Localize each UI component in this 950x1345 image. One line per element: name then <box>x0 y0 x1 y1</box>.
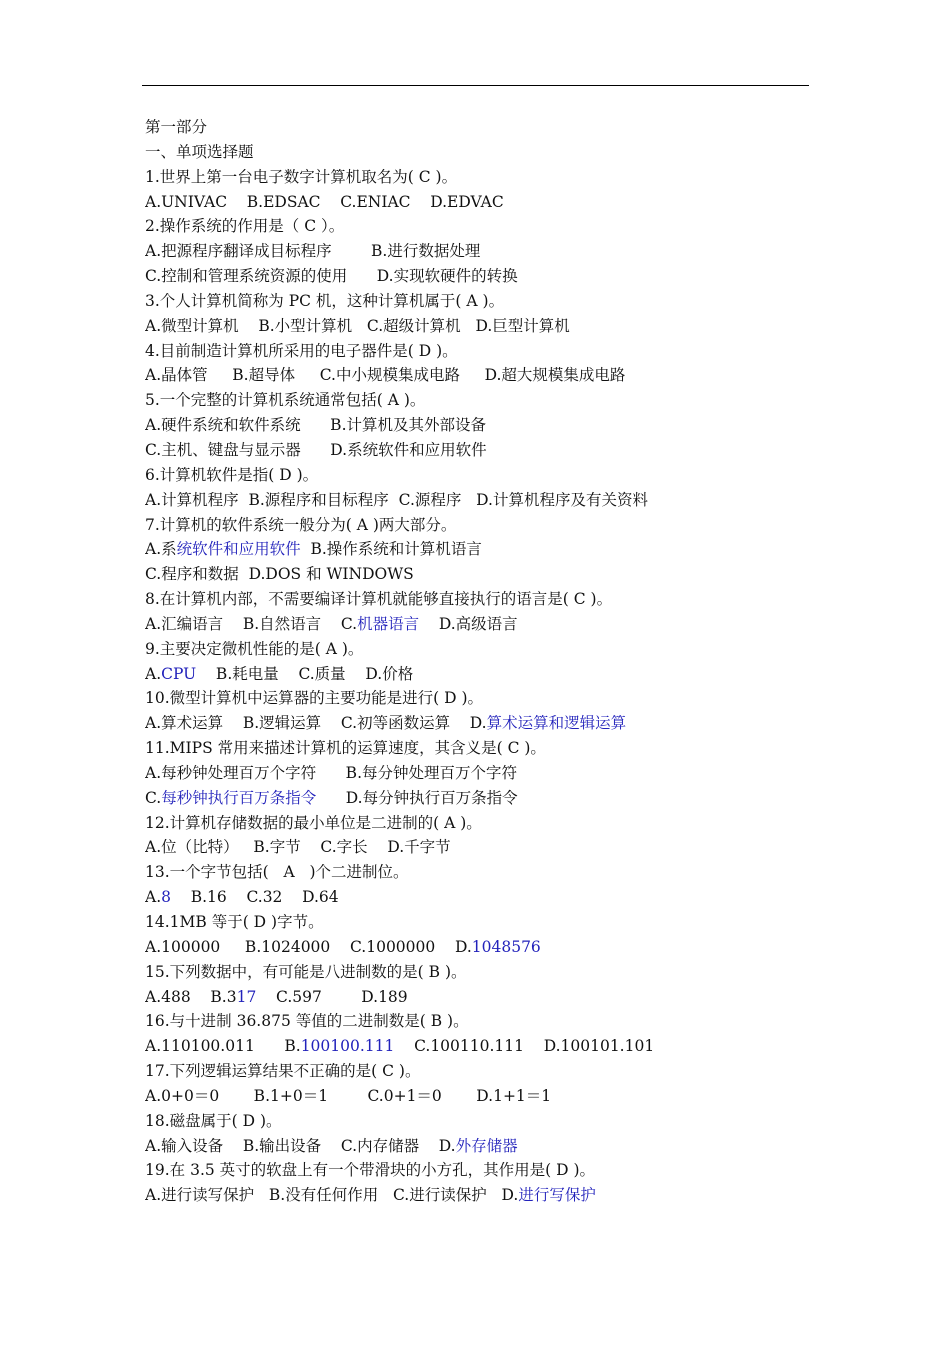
question-line <box>145 513 825 538</box>
text-segment: D.高级语言 <box>419 614 518 633</box>
text-segment: A.系 <box>145 540 177 559</box>
question-line <box>145 1158 825 1183</box>
question-line <box>145 388 825 413</box>
text-segment: 14.1MB 等于( D )字节。 <box>145 913 324 931</box>
text-segment: 15.下列数据中，有可能是八进制数的是( B )。 <box>145 962 467 981</box>
answer-options-line <box>145 612 825 637</box>
question-line <box>145 339 825 364</box>
document-body <box>145 115 825 1208</box>
text-segment: A.汇编语言 B.自然语言 C. <box>145 614 358 633</box>
highlighted-text: 1048576 <box>471 937 541 956</box>
highlighted-text: 17 <box>236 987 257 1006</box>
answer-options-line <box>145 190 825 215</box>
text-segment: D.每分钟执行百万条指令 <box>316 788 518 807</box>
answer-options-line <box>145 488 825 513</box>
text-segment: C.控制和管理系统资源的使用 D.实现软硬件的转换 <box>145 267 518 286</box>
answer-options-line <box>145 1134 825 1159</box>
text-segment: A.晶体管 B.超导体 C.中小规模集成电路 D.超大规模集成电路 <box>145 366 626 385</box>
question-line <box>145 1109 825 1134</box>
answer-options-line <box>145 438 825 463</box>
text-segment: C.主机、键盘与显示器 D.系统软件和应用软件 <box>145 440 487 459</box>
question-list <box>145 165 825 1208</box>
answer-options-line <box>145 885 825 910</box>
question-line <box>145 860 825 885</box>
text-segment: 5.一个完整的计算机系统通常包括( A )。 <box>145 391 426 410</box>
answer-options-line <box>145 1084 825 1109</box>
text-segment: 19.在 3.5 英寸的软盘上有一个带滑块的小方孔，其作用是( D )。 <box>145 1161 596 1180</box>
answer-options-line <box>145 761 825 786</box>
answer-options-line <box>145 985 825 1010</box>
text-segment: A.计算机程序 B.源程序和目标程序 C.源程序 D.计算机程序及有关资料 <box>145 490 648 509</box>
question-line <box>145 686 825 711</box>
answer-options-line <box>145 711 825 736</box>
highlighted-text: 算术运算和逻辑运算 <box>486 714 627 733</box>
answer-options-line <box>145 1034 825 1059</box>
question-line <box>145 910 825 935</box>
subsection-title: 一、单项选择题 <box>145 142 254 161</box>
text-segment: A.0+0＝0 B.1+0＝1 C.0+1＝0 D.1+1＝1 <box>145 1086 552 1105</box>
text-segment: A.微型计算机 B.小型计算机 C.超级计算机 D.巨型计算机 <box>145 316 570 335</box>
answer-options-line <box>145 562 825 587</box>
text-segment: A.把源程序翻译成目标程序 B.进行数据处理 <box>145 242 481 261</box>
answer-options-line <box>145 935 825 960</box>
text-segment: A.输入设备 B.输出设备 C.内存储器 D. <box>145 1136 456 1155</box>
header-rule <box>142 85 809 86</box>
text-segment: C.597 D.189 <box>256 987 408 1006</box>
text-segment: 10.微型计算机中运算器的主要功能是进行( D )。 <box>145 689 484 708</box>
highlighted-text: 外存储器 <box>455 1136 518 1155</box>
highlighted-text: 8 <box>161 888 171 907</box>
question-line <box>145 1009 825 1034</box>
answer-options-line <box>145 314 825 339</box>
text-segment: 16.与十进制 36.875 等值的二进制数是( B )。 <box>145 1012 469 1031</box>
text-segment: 9.主要决定微机性能的是( A )。 <box>145 639 364 658</box>
question-line <box>145 637 825 662</box>
highlighted-text: 进行写保护 <box>518 1186 596 1205</box>
question-line <box>145 463 825 488</box>
answer-options-line <box>145 786 825 811</box>
answer-options-line <box>145 264 825 289</box>
text-segment: A.位（比特） B.字节 C.字长 D.千字节 <box>145 838 451 857</box>
text-segment: 13.一个字节包括( A )个二进制位。 <box>145 863 409 882</box>
text-segment: A.100000 B.1024000 C.1000000 D. <box>145 937 472 956</box>
text-segment: 6.计算机软件是指( D )。 <box>145 465 319 484</box>
question-line <box>145 1059 825 1084</box>
text-segment: A.每秒钟处理百万个字符 B.每分钟处理百万个字符 <box>145 763 518 782</box>
text-segment: 18.磁盘属于( D )。 <box>145 1111 282 1130</box>
text-segment: 1.世界上第一台电子数字计算机取名为( C )。 <box>145 167 458 186</box>
text-segment: B.耗电量 C.质量 D.价格 <box>196 664 414 683</box>
text-segment: C.100110.111 D.100101.101 <box>394 1037 655 1056</box>
highlighted-text: 每秒钟执行百万条指令 <box>161 788 317 807</box>
answer-options-line <box>145 662 825 687</box>
text-segment: 17.下列逻辑运算结果不正确的是( C )。 <box>145 1062 421 1081</box>
text-segment: 8.在计算机内部，不需要编译计算机就能够直接执行的语言是( C )。 <box>145 590 613 609</box>
text-segment: 7.计算机的软件系统一般分为( A )两大部分。 <box>145 515 457 534</box>
question-line <box>145 165 825 190</box>
answer-options-line <box>145 537 825 562</box>
text-segment: 3.个人计算机简称为 PC 机，这种计算机属于( A )。 <box>145 291 505 310</box>
text-segment: 2.操作系统的作用是（ C ）。 <box>145 217 345 236</box>
answer-options-line <box>145 1183 825 1208</box>
text-segment: 11.MIPS 常用来描述计算机的运算速度，其含义是( C )。 <box>145 739 546 758</box>
answer-options-line <box>145 239 825 264</box>
question-line <box>145 960 825 985</box>
question-line <box>145 587 825 612</box>
highlighted-text: 统软件和应用软件 <box>176 540 301 559</box>
question-line <box>145 289 825 314</box>
section-title: 第一部分 <box>145 118 208 136</box>
answer-options-line <box>145 363 825 388</box>
text-segment: C.程序和数据 D.DOS 和 WINDOWS <box>145 565 414 584</box>
text-segment: A.488 B.3 <box>145 987 237 1006</box>
text-segment: B.操作系统和计算机语言 <box>300 540 482 559</box>
text-segment: A.算术运算 B.逻辑运算 C.初等函数运算 D. <box>145 714 487 733</box>
text-segment: A. <box>145 888 162 907</box>
question-line <box>145 811 825 836</box>
question-line <box>145 736 825 761</box>
highlighted-text: CPU <box>161 664 197 683</box>
highlighted-text: 机器语言 <box>357 614 420 633</box>
text-segment: A.UNIVAC B.EDSAC C.ENIAC D.EDVAC <box>145 192 504 211</box>
text-segment: A.110100.011 B. <box>145 1037 301 1056</box>
text-segment: A.进行读写保护 B.没有任何作用 C.进行读保护 D. <box>145 1186 519 1205</box>
text-segment: 12.计算机存储数据的最小单位是二进制的( A )。 <box>145 813 482 832</box>
highlighted-text: 100100.111 <box>300 1037 395 1056</box>
question-line <box>145 214 825 239</box>
answer-options-line <box>145 413 825 438</box>
text-segment: A. <box>145 664 162 683</box>
text-segment: C. <box>145 788 162 807</box>
answer-options-line <box>145 835 825 860</box>
text-segment: A.硬件系统和软件系统 B.计算机及其外部设备 <box>145 416 487 435</box>
text-segment: B.16 C.32 D.64 <box>171 888 339 907</box>
text-segment: 4.目前制造计算机所采用的电子器件是( D )。 <box>145 341 458 360</box>
